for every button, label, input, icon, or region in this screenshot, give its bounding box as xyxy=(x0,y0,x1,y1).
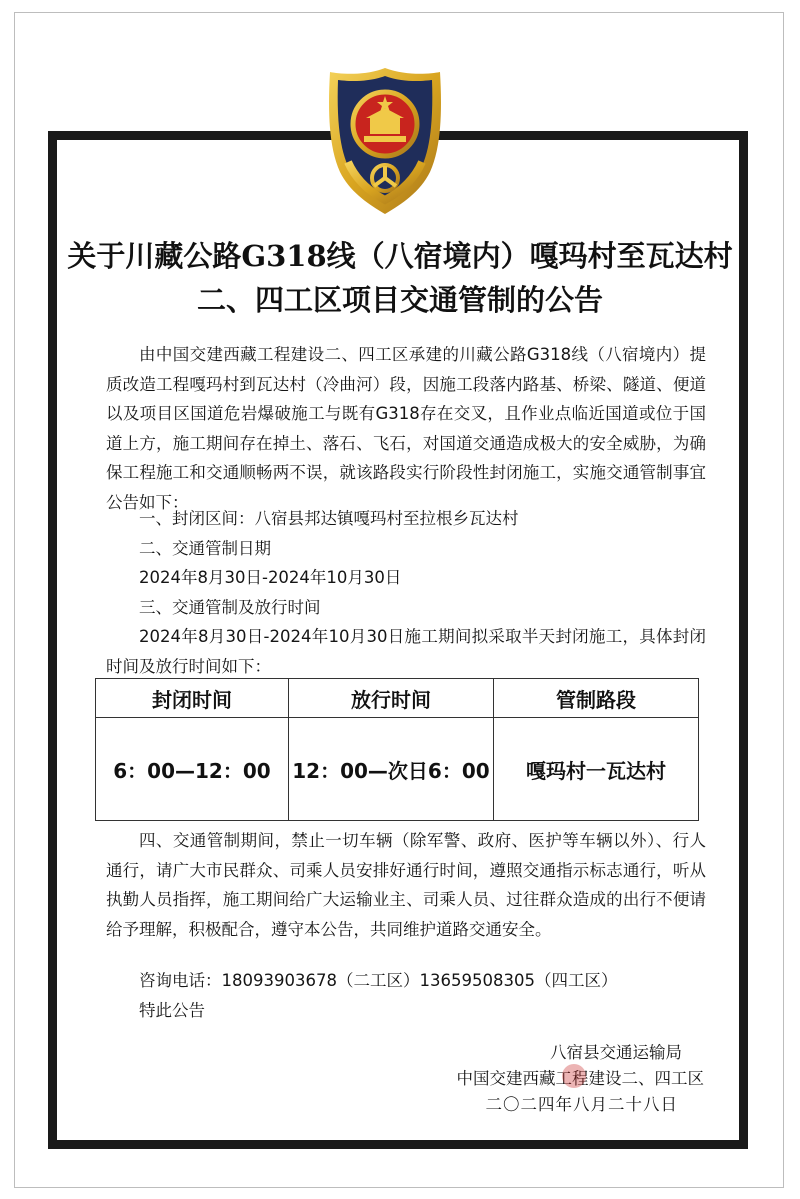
section-3-desc: 2024年8月30日-2024年10月30日施工期间拟采取半天封闭施工，具体封闭时间及放行时间如下： xyxy=(106,627,706,676)
table-header-row xyxy=(96,679,699,718)
contact-block xyxy=(106,966,706,1025)
signature-org-1: 八宿县交通运输局 xyxy=(550,1043,682,1062)
title-line-1: 关于川藏公路G318线（八宿境内）嘎玛村至瓦达村 xyxy=(67,239,733,273)
cell-closure-time: 6：00—12：00 xyxy=(96,718,289,821)
section-1: 一、封闭区间：八宿县邦达镇嘎玛村至拉根乡瓦达村 xyxy=(139,509,519,528)
table-row xyxy=(96,718,699,821)
section-4-text: 四、交通管制期间，禁止一切车辆（除军警、政府、医护等车辆以外）、行人通行，请广大市民群众、司乘人员安排好通行时间，遵照交通指示标志通行，听从执勤人员指挥，施工期间给广大运输业主、司乘人员、过往群众造成的出行不便请给予理解，积极配合，遵守本公告，共同维护道路交通安全。 xyxy=(106,831,706,939)
signature-date: 二〇二四年八月二十八日 xyxy=(485,1095,678,1114)
section-3: 三、交通管制及放行时间 xyxy=(139,597,321,617)
police-emblem-icon xyxy=(326,66,444,216)
seal-stamp-icon xyxy=(562,1064,586,1088)
notice-items xyxy=(106,504,706,681)
intro-text: 由中国交建西藏工程建设二、四工区承建的川藏公路G318线（八宿境内）提质改造工程嘎玛村到瓦达村（冷曲河）段，因施工段落内路基、桥梁、隧道、便道以及项目区国道危岩爆破施工与既有G318存在交叉，且作业点临近国道或位于国道上方，施工期间存在掉土、落石、飞石，对国道交通造成极大的安全威胁，为确保工程施工和交通顺畅两不误，就该路段实行阶段性封闭施工，实施交通管制事宜公告如下： xyxy=(106,345,706,512)
title-line-2: 二、四工区项目交通管制的公告 xyxy=(196,283,603,317)
section-4-paragraph xyxy=(106,826,706,944)
intro-paragraph xyxy=(106,340,706,517)
signature-org-2: 中国交建西藏工程建设二、四工区 xyxy=(456,1069,704,1088)
schedule-table xyxy=(95,678,699,821)
notice-title xyxy=(60,234,740,322)
contact-phone: 咨询电话：18093903678（二工区）13659508305（四工区） xyxy=(139,971,618,990)
section-2: 二、交通管制日期 xyxy=(139,538,271,558)
section-2-value: 2024年8月30日-2024年10月30日 xyxy=(139,568,402,587)
closing-text: 特此公告 xyxy=(139,1000,205,1020)
header-closure-time: 封闭时间 xyxy=(96,679,289,718)
header-control-section: 管制路段 xyxy=(493,679,698,718)
cell-release-time: 12：00—次日6：00 xyxy=(288,718,493,821)
header-release-time: 放行时间 xyxy=(288,679,493,718)
cell-control-section: 嘎玛村一瓦达村 xyxy=(493,718,698,821)
